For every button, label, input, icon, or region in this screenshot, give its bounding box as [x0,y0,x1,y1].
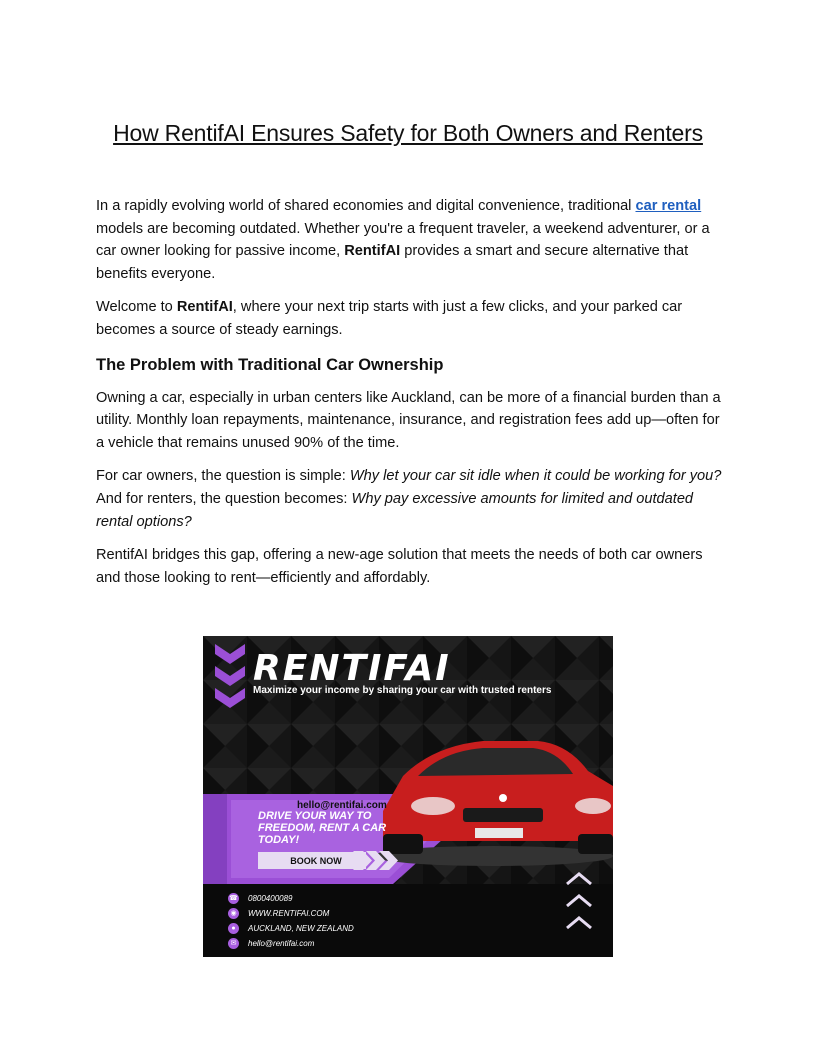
contact-mail [228,936,354,951]
phone-icon: ☎ [229,895,238,902]
contact-phone-text: 0800400089 [248,894,293,903]
banner-tagline: Maximize your income by sharing your car with trusted renters [253,685,552,696]
intro-text-1: In a rapidly evolving world of shared economies and digital convenience, traditional [96,198,636,214]
car-rental-link[interactable]: car rental [635,198,702,214]
question-paragraph [96,465,724,533]
globe-icon: ◉ [228,908,239,919]
bridge-paragraph: RentifAI bridges this gap, offering a new-age solution that meets the needs of both car owners and those looking to rent—efficiently and affordably. [96,547,703,586]
book-arrows-icon [353,851,399,870]
welcome-text-1: Welcome to [96,299,177,316]
contact-location [228,921,354,936]
intro-paragraph [96,195,724,285]
section-heading: The Problem with Traditional Car Ownership [96,355,444,374]
contact-web [228,906,354,921]
welcome-paragraph [96,296,724,341]
welcome-brand: RentifAI [176,299,233,316]
article-body [96,195,724,600]
banner-contacts [228,891,354,951]
book-now-button[interactable]: BOOK NOW [258,852,366,869]
location-icon: ● [228,923,239,934]
banner-headline: DRIVE YOUR WAY TO FREEDOM, RENT A CAR TODAY! [258,810,387,846]
banner-brand: RENTIFAI [253,648,451,689]
intro-text-2: models are becoming outdated. Whether you're a frequent traveler, a weekend adventurer, or a car owner looking for passive income, [96,220,710,260]
contact-mail-text: hello@rentifai.com [248,939,315,948]
intro-brand: RentifAI [344,243,401,260]
owning-paragraph: Owning a car, especially in urban centers like Auckland, can be more of a financial burden than a utility. Monthly loan repayments, maintenance, insurance, and registration fees add up—often for a vehicle that remains unused 90% of the time. [96,389,721,451]
question-text-2: And for renters, the question becomes: [96,490,352,507]
rentifai-banner-image [203,636,613,957]
chevrons-logo-icon [215,644,245,710]
contact-web-text: WWW.RENTIFAI.COM [248,909,330,918]
contact-location-text: AUCKLAND, NEW ZEALAND [248,924,354,933]
up-chevrons-icon [565,868,593,938]
page-title: How RentifAI Ensures Safety for Both Owners and Renters [113,120,703,146]
contact-phone [228,891,354,906]
mail-icon: ✉ [228,938,239,949]
banner-email-top: hello@rentifai.com [297,800,387,811]
intro-text-3: provides a smart and secure alternative that benefits everyone. [96,243,689,282]
welcome-text-2: , where your next trip starts with just a few clicks, and your parked car becomes a source of steady earnings. [96,299,683,338]
question-italic-1: Why let your car sit idle when it could be working for you? [349,468,722,485]
question-italic-2: Why pay excessive amounts for limited and outdated rental options? [96,490,694,530]
question-text-1: For car owners, the question is simple: [96,468,350,485]
